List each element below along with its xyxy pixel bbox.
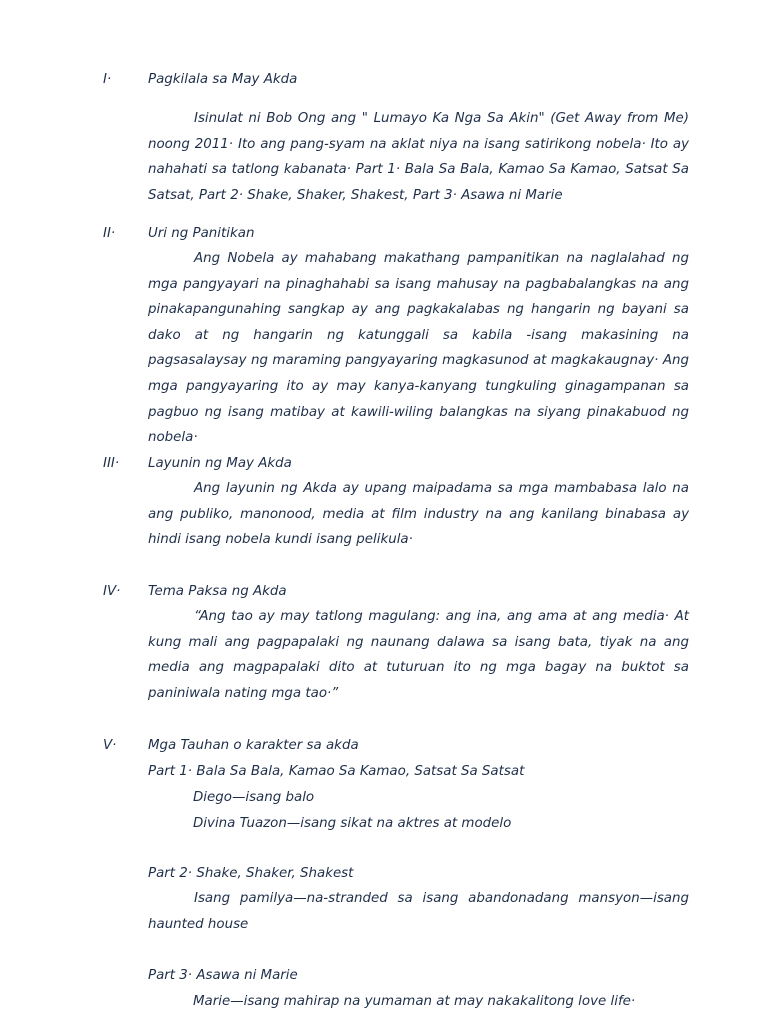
character-item: Diego—isang balo (193, 790, 315, 805)
section-number: I· (103, 72, 112, 87)
section-title: Layunin ng May Akda (148, 456, 292, 471)
section-paragraph: Isinulat ni Bob Ong ang " Lumayo Ka Nga Sa Akin" (Get Away from Me) noong 2011· Ito ang pang-syam na aklat niya na isang satirikong nobela· Ito ay nahahati sa tatlong kabanata· Part 1· Bala Sa Bala, Kamao Sa Kamao, Satsat Sa Satsat, Part 2· Shake, Shaker, Shakest, Part 3· Asawa ni Marie (148, 111, 689, 203)
section-paragraph: Ang layunin ng Akda ay upang maipadama sa mga mambabasa lalo na ang publiko, manonood, media at film industry na ang kanilang binabasa ay hindi isang nobela kundi isang pelikula· (148, 481, 689, 548)
section-paragraph: Ang Nobela ay mahabang makathang pampanitikan na naglalahad ng mga pangyayari na pinaghahabi sa isang mahusay na pagbabalangkas na ang pinakapangunahing sangkap ay ang pagkakalabas ng hangarin ng bayani sa dako at ng hangarin ng katunggali sa kabila -isang makasining na pagsasalaysay ng maraming pangyayaring magkasunod at magkakaugnay· Ang mga pangyayaring ito ay may kanya-kanyang tungkuling ginagampanan sa pagbuo ng isang matibay at kawili-wiling balangkas na siyang pinakabuod ng nobela· (148, 251, 689, 446)
section-number: II· (103, 226, 116, 241)
part-heading: Part 3· Asawa ni Marie (148, 968, 298, 983)
section-number: IV· (103, 584, 121, 599)
section-number: V· (103, 738, 117, 753)
character-item: Divina Tuazon—isang sikat na aktres at modelo (193, 816, 512, 831)
part-heading: Part 2· Shake, Shaker, Shakest (148, 866, 354, 881)
section-number: III· (103, 456, 120, 471)
section-title: Pagkilala sa May Akda (148, 72, 298, 87)
section-paragraph: “Ang tao ay may tatlong magulang: ang ina, ang ama at ang media· At kung mali ang pagpapalaki ng naunang dalawa sa isang bata, tiyak na ang media ang magpapalaki dito at tuturuan ito ng mga bagay na buktot sa paniniwala nating mga tao·” (148, 609, 689, 701)
section-title: Uri ng Panitikan (148, 226, 255, 241)
character-item: Marie—isang mahirap na yumaman at may nakakalitong love life· (193, 994, 636, 1009)
section-title: Mga Tauhan o karakter sa akda (148, 738, 359, 753)
section-title: Tema Paksa ng Akda (148, 584, 287, 599)
part-heading: Part 1· Bala Sa Bala, Kamao Sa Kamao, Satsat Sa Satsat (148, 764, 525, 779)
character-paragraph: Isang pamilya—na-stranded sa isang abandonadang mansyon—isang haunted house (148, 891, 689, 932)
